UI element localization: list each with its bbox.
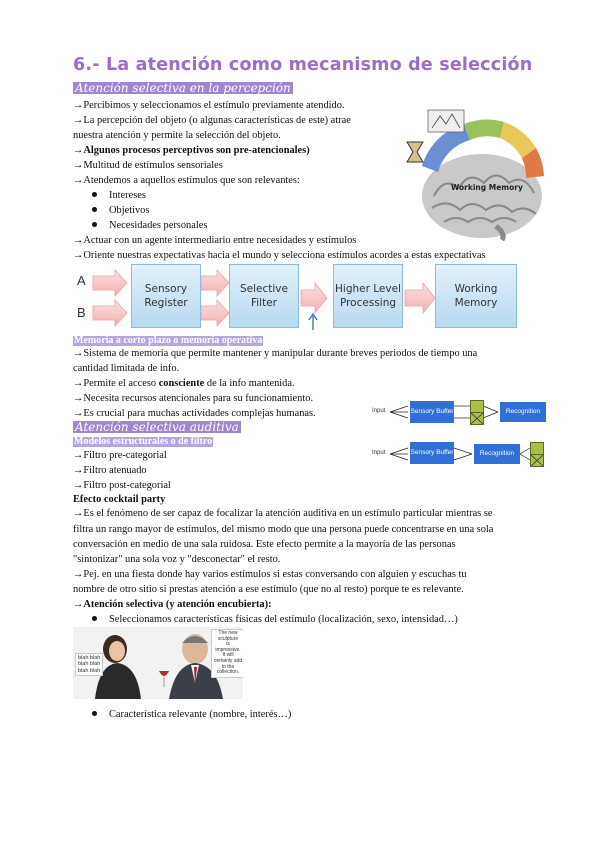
list-item-label: Objetivos [109, 205, 150, 216]
selective-title: →Atención selectiva (y atención encubierta): [73, 599, 272, 610]
list-item-label: Característica relevante (nombre, interés…) [109, 709, 292, 720]
filter-model-schematic [370, 396, 580, 474]
working-memory-image [404, 96, 544, 241]
text-line: nuestra atención y permite la selección del objeto. [73, 130, 281, 141]
bubble-line: is impressive. [215, 641, 241, 653]
text-line: filtra un rango mayor de estímulos, del mismo modo que una persona puede concentrarse en una sola [73, 524, 494, 535]
attention-flow-diagram [73, 264, 533, 332]
list-item [92, 615, 458, 625]
text-line: →Atendemos a aquellos estímulos que son relevantes: [73, 175, 300, 186]
working-memory-box: Working Memory [435, 264, 517, 328]
sensory-buffer-box: Sensory Buffer [410, 442, 454, 464]
input-label: Input [372, 408, 386, 414]
cross-icon [531, 455, 543, 466]
list-item-label: Seleccionamos características físicas del estímulo (localización, sexo, intensidad…) [109, 614, 458, 625]
cocktail-party-image [73, 627, 243, 699]
text-line [73, 379, 295, 389]
text-line-bold: →Algunos procesos perceptivos son pre-atencionales) [73, 145, 310, 156]
text-line: →Es crucial para muchas actividades complejas humanas. [73, 408, 316, 419]
text-line: →Necesita recursos atencionales para su funcionamiento. [73, 393, 314, 404]
list-item [92, 206, 149, 216]
text-line: →Filtro atenuado [73, 465, 147, 476]
text-segment: de la info mantenida. [204, 378, 295, 389]
subheading-modelos: Modelos estructurales o de filtro [74, 436, 213, 447]
section-heading-percepcion: Atención selectiva en la percepción [75, 81, 291, 95]
filter-box-crossed [470, 412, 484, 425]
cross-icon [471, 413, 483, 424]
speech-bubble-right [211, 629, 243, 678]
text-line: →Filtro pre-categorial [73, 450, 167, 461]
text-line: nombre de otro sitio si prestas atención a ese estímulo (que no al resto) porque te es relevante. [73, 584, 464, 595]
text-line: "sintonizar" una sola voz y "desconectar" el resto. [73, 554, 281, 565]
text-emphasis: consciente [158, 378, 205, 389]
bubble-line: It will [222, 652, 234, 659]
text-line: conversación en medio de una sala ruidosa. Este efecto permite a la mayoría de las personas [73, 539, 456, 550]
bubble-line: to the [221, 663, 235, 670]
bubble-line: collection. [216, 669, 240, 676]
bullet-icon [92, 711, 97, 716]
higher-level-processing-box: Higher Level Processing [333, 264, 403, 328]
text-line: →Oriente nuestras expectativas hacia el mundo y selecciona estímulos acordes a estas expectativas [73, 250, 486, 261]
text-line: →Es el fenómeno de ser capaz de focalizar la atención auditiva en un estímulo particular mientras se [73, 508, 493, 519]
bullet-icon [92, 616, 97, 621]
page-title: 6.- La atención como mecanismo de selección [73, 55, 533, 75]
selective-filter-box: Selective Filter [229, 264, 299, 328]
list-item-label: Intereses [109, 190, 146, 201]
text-line: →Percibimos y seleccionamos el estímulo previamente atendido. [73, 100, 345, 111]
bullet-icon [92, 207, 97, 212]
bubble-line: blah blah [78, 667, 101, 674]
sensory-buffer-box: Sensory Buffer [410, 401, 454, 423]
recognition-box: Recognition [500, 402, 546, 422]
bubble-line: blah blah [78, 655, 101, 661]
section-heading-auditiva: Atención selectiva auditiva [75, 420, 239, 434]
sensory-register-box: Sensory Register [131, 264, 201, 328]
bullet-icon [92, 222, 97, 227]
filter-box-crossed [530, 454, 544, 467]
list-item [92, 191, 146, 201]
working-memory-caption: Working Memory [451, 183, 523, 192]
list-item-label: Necesidades personales [109, 220, 208, 231]
text-line: cantidad limitada de info. [73, 363, 180, 374]
text-line: →Actuar con un agente intermediario entre necesidades y estímulos [73, 235, 357, 246]
text-line: →Sistema de memoria que permite mantener y manipular durante breves periodos de tiempo una [73, 348, 478, 359]
text-segment: →Permite el acceso [73, 378, 159, 389]
input-label: Input [372, 450, 386, 456]
bubble-line: sculpture [217, 635, 239, 642]
bubble-line: blah blah [78, 661, 101, 668]
input-label-a: A [77, 273, 86, 288]
text-line: →Multitud de estímulos sensoriales [73, 160, 223, 171]
section-heading-memoria: Memoria a corto plazo o memoria operativa [74, 335, 263, 346]
list-item [92, 221, 207, 231]
text-line: →Pej. en una fiesta donde hay varios estímulos si estas conversando con alguien y escuchas tu [73, 569, 467, 580]
bubble-line: certainly add [213, 657, 243, 664]
recognition-box: Recognition [474, 444, 520, 464]
text-line: →La percepción del objeto (o algunas características de este) atrae [73, 115, 351, 126]
list-item [92, 710, 291, 720]
cocktail-title: Efecto cocktail party [73, 494, 166, 505]
input-label-b: B [77, 305, 86, 320]
text-line: →Filtro post-categorial [73, 480, 171, 491]
bubble-line: The new [218, 630, 238, 636]
bullet-icon [92, 192, 97, 197]
speech-bubble-left [75, 653, 103, 676]
